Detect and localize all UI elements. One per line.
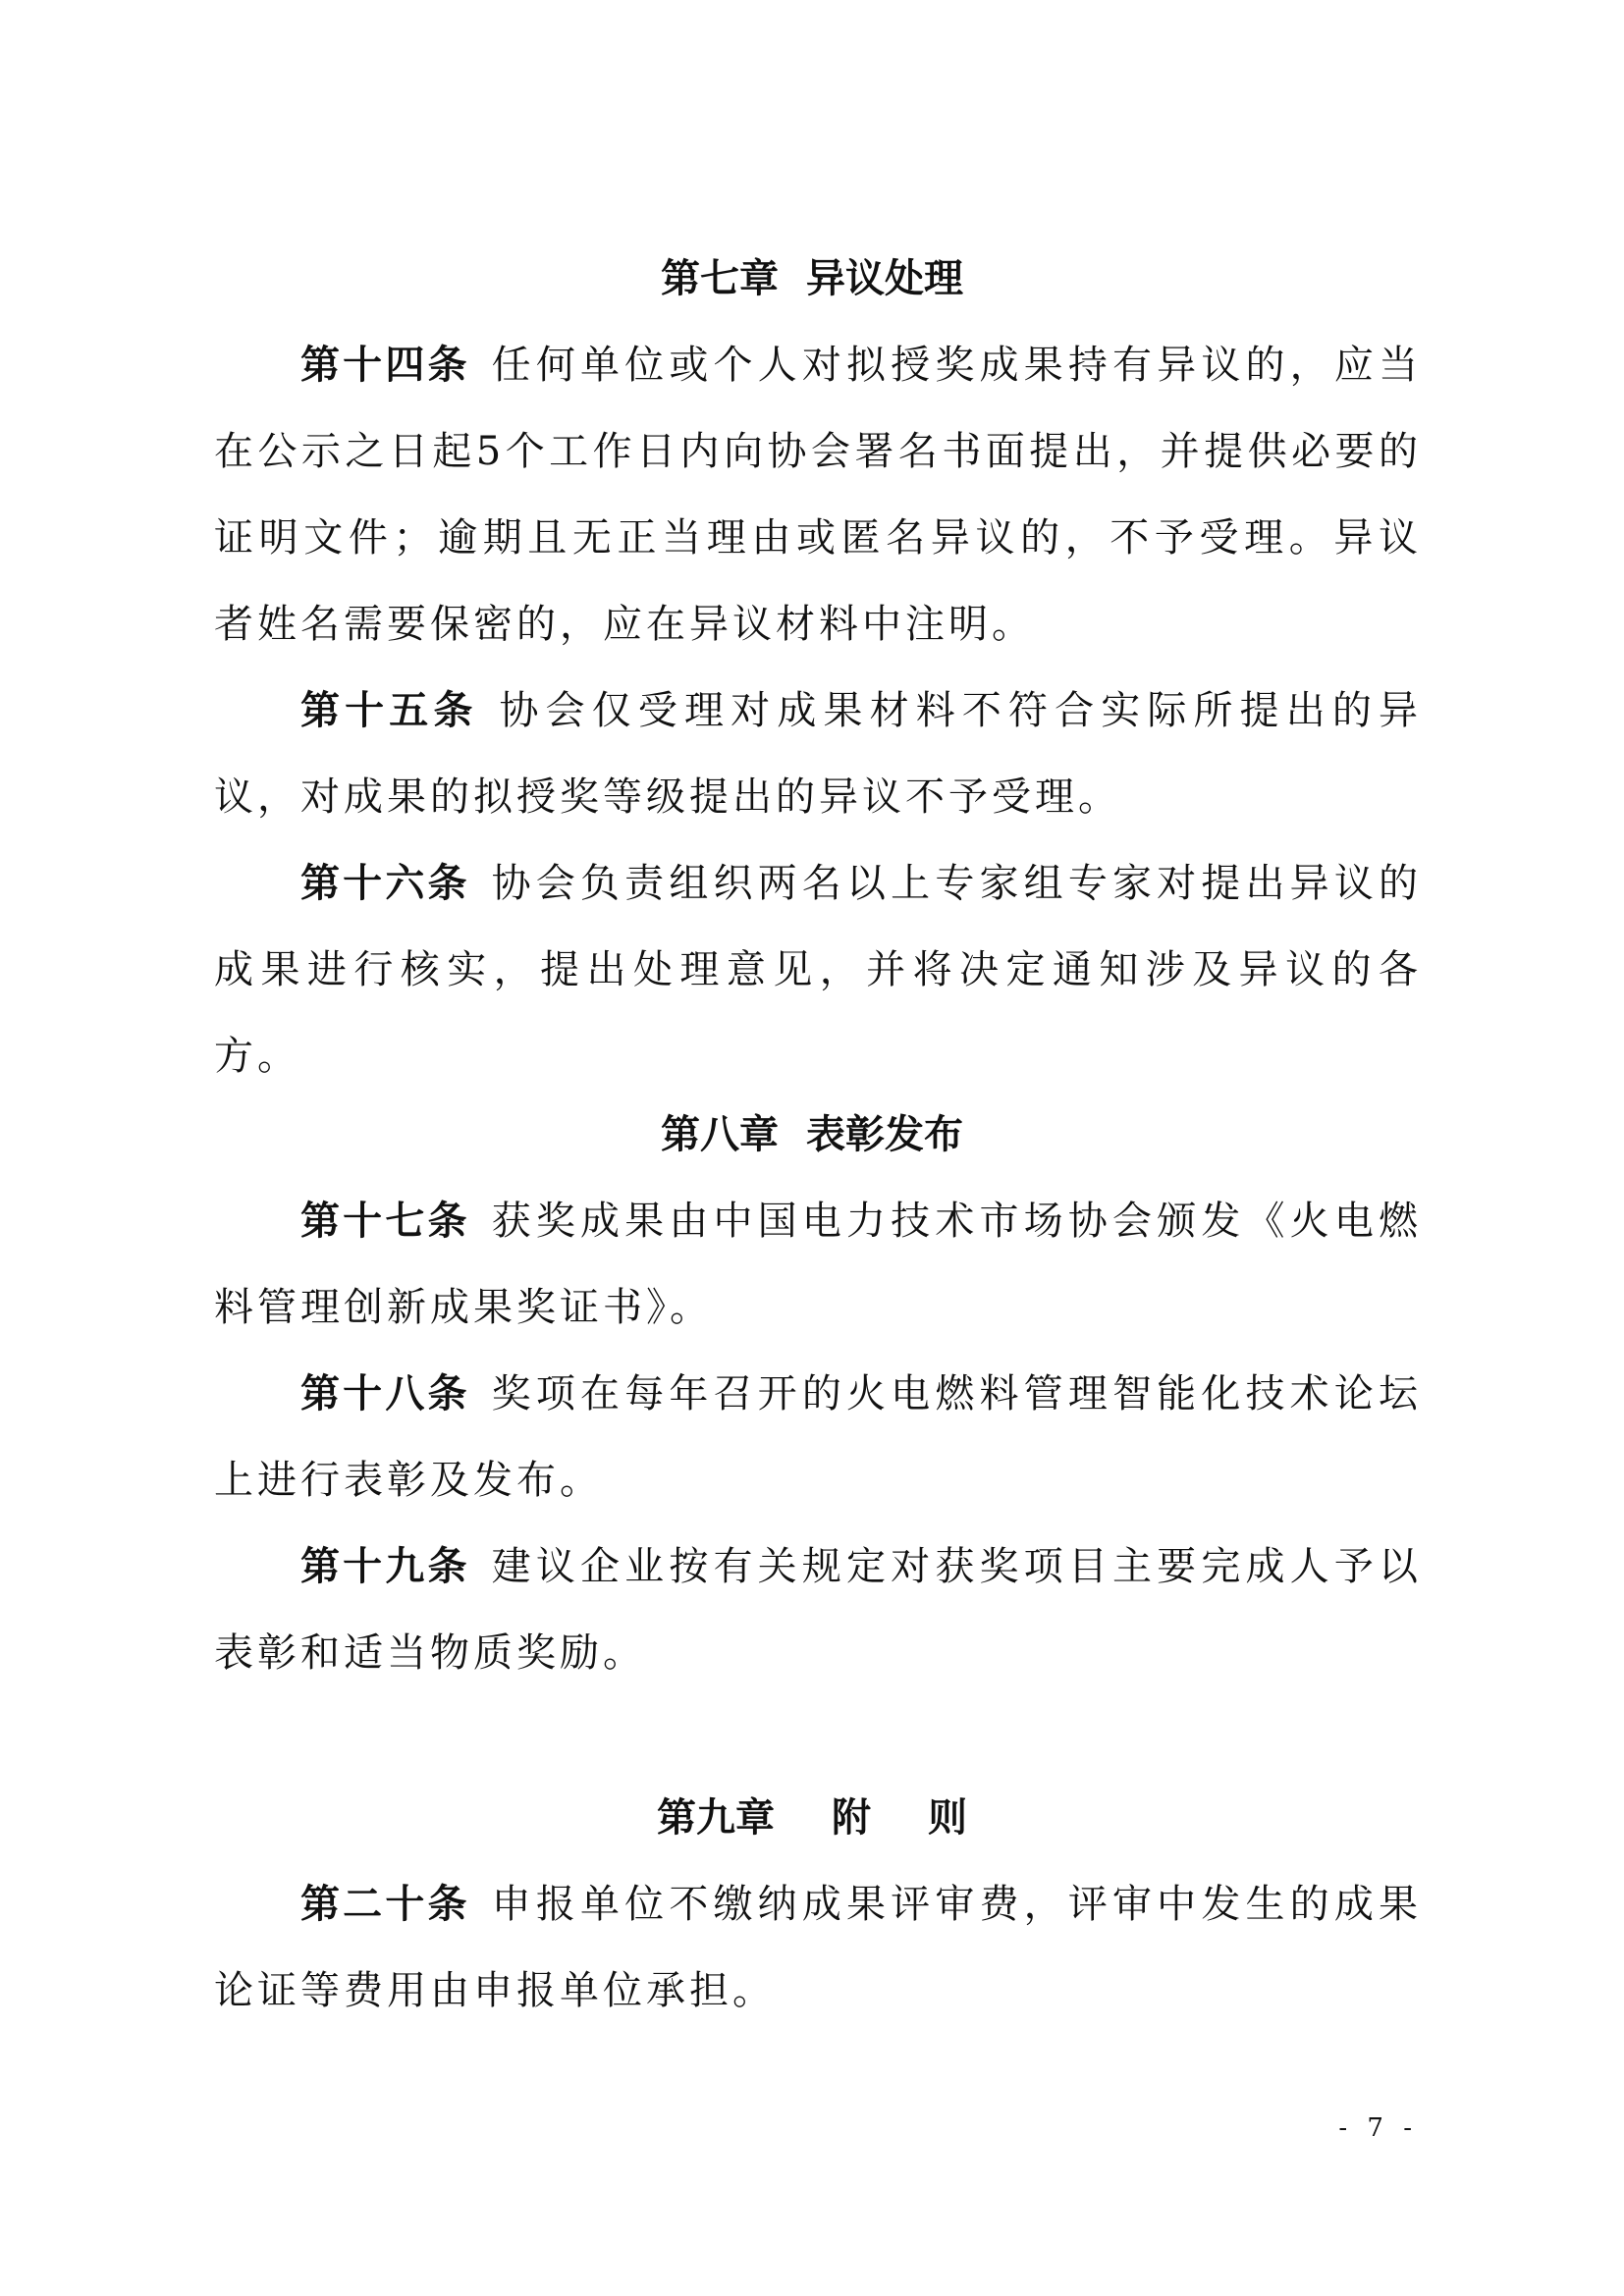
article-18-number: 第十八条 <box>300 1370 470 1416</box>
chapter-9-heading <box>0 1790 1624 1845</box>
article-19-text: 建议企业按有关规定对获奖项目主要完成人予以表彰和适当物质奖励。 <box>214 1544 1423 1676</box>
article-18 <box>214 1351 1422 1523</box>
chapter-9-number: 第九章 <box>657 1794 775 1841</box>
article-16 <box>214 840 1422 1099</box>
article-19 <box>214 1523 1422 1696</box>
chapter-7-number: 第七章 <box>661 255 779 301</box>
article-19-number: 第十九条 <box>300 1543 470 1589</box>
article-15-text: 协会仅受理对成果材料不符合实际所提出的异议，对成果的拟授奖等级提出的异议不予受理。 <box>214 688 1423 820</box>
article-20 <box>214 1861 1422 2034</box>
article-15 <box>214 667 1422 840</box>
chapter-8-title: 表彰发布 <box>806 1111 963 1157</box>
article-20-text: 申报单位不缴纳成果评审费，评审中发生的成果论证等费用由申报单位承担。 <box>214 1882 1423 2013</box>
chapter-9-title-part-2: 则 <box>928 1794 967 1841</box>
article-18-text: 奖项在每年召开的火电燃料管理智能化技术论坛上进行表彰及发布。 <box>214 1371 1423 1503</box>
article-17-text: 获奖成果由中国电力技术市场协会颁发《火电燃料管理创新成果奖证书》。 <box>214 1199 1423 1330</box>
article-17 <box>214 1178 1422 1351</box>
article-14 <box>214 322 1422 667</box>
article-20-number: 第二十条 <box>300 1881 470 1927</box>
article-14-number: 第十四条 <box>300 342 470 388</box>
chapter-7-heading <box>0 251 1624 306</box>
article-15-number: 第十五条 <box>300 687 478 733</box>
page-number: - 7 - <box>1338 2113 1418 2143</box>
chapter-8-heading <box>0 1107 1624 1162</box>
chapter-9-title-part-1: 附 <box>832 1794 871 1841</box>
chapter-8-number: 第八章 <box>661 1111 779 1157</box>
article-14-text: 任何单位或个人对拟授奖成果持有异议的，应当在公示之日起5个工作日内向协会署名书面提出，并提供必要的证明文件；逾期且无正当理由或匿名异议的，不予受理。异议者姓名需要保密的，应在异议材料中注明。 <box>214 343 1423 647</box>
article-16-text: 协会负责组织两名以上专家组专家对提出异议的成果进行核实，提出处理意见，并将决定通知涉及异议的各方。 <box>214 861 1423 1079</box>
article-17-number: 第十七条 <box>300 1198 470 1244</box>
article-16-number: 第十六条 <box>300 860 470 906</box>
chapter-7-title: 异议处理 <box>806 255 963 301</box>
